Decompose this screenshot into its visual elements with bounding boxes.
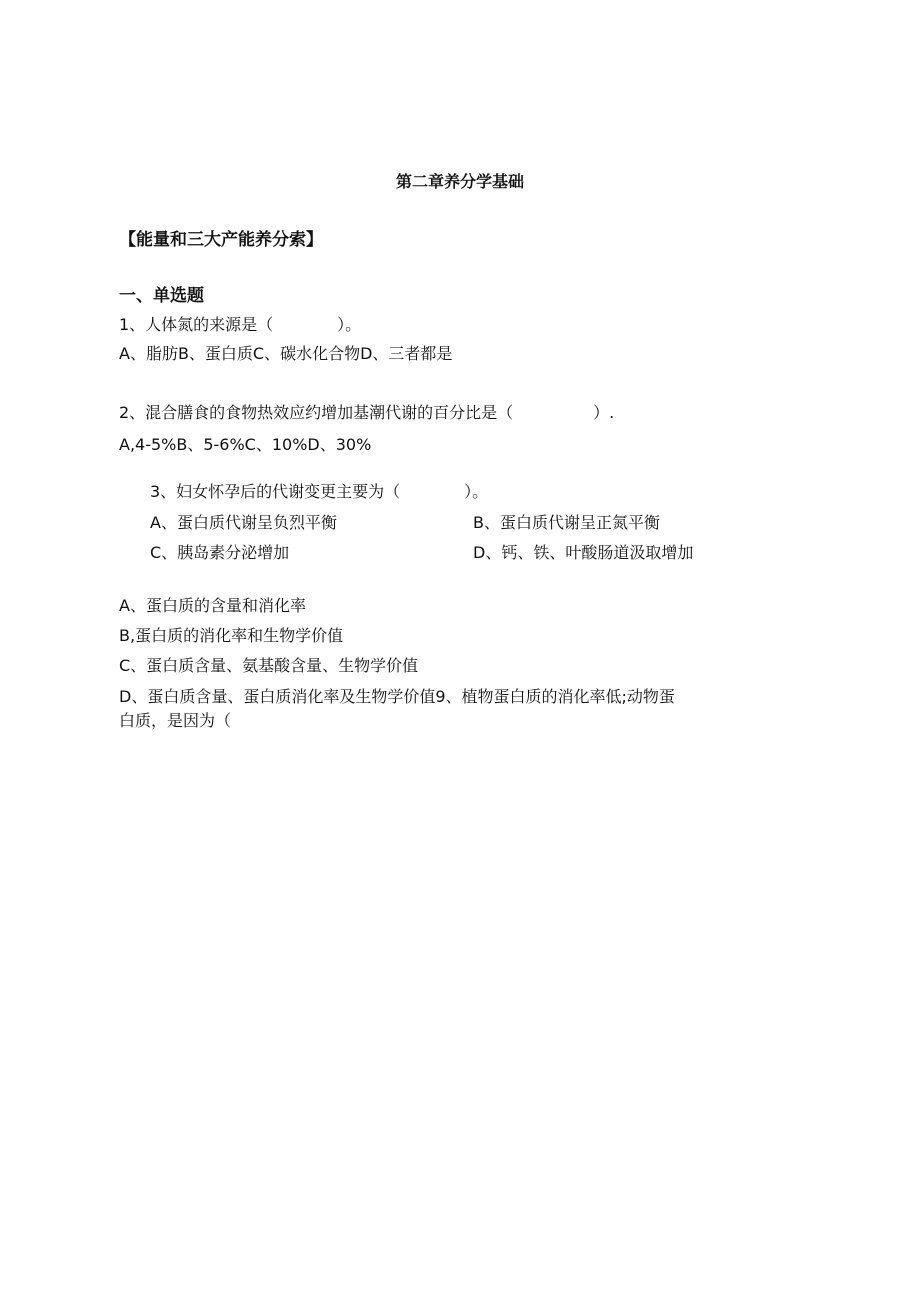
question-type-heading: 一、单选题 [119,286,204,306]
question-3-option-a: A、蛋白质代谢呈负烈平衡 [150,513,337,532]
section-title: 【能量和三大产能养分索】 [119,230,323,250]
question-1: 1、人体氮的来源是（ ）。 [119,315,362,334]
text-line: 白质，是因为（ [119,711,232,730]
text-line: A、蛋白质的含量和消化率 [119,596,306,615]
text-line: D、蛋白质含量、蛋白质消化率及生物学价值9、植物蛋白质的消化率低;动物蛋 [119,687,675,706]
question-3-option-d: D、钙、铁、叶酸肠道汲取增加 [473,543,694,562]
text-line: B,蛋白质的消化率和生物学价值 [119,626,344,645]
document-title: 第二章养分学基础 [395,172,524,191]
text-line: C、蛋白质含量、氨基酸含量、生物学价值 [119,656,419,675]
question-3: 3、妇女怀孕后的代谢变更主要为（ ）。 [150,482,489,501]
question-2-options: A,4-5%B、5-6%C、10%D、30% [119,435,372,454]
question-1-options: A、脂肪B、蛋白质C、碳水化合物D、三者都是 [119,344,453,363]
question-3-option-c: C、胰岛素分泌增加 [150,543,290,562]
question-2: 2、混合膳食的食物热效应约增加基潮代谢的百分比是（ ）. [119,403,615,422]
question-3-option-b: B、蛋白质代谢呈正氮平衡 [473,513,660,532]
